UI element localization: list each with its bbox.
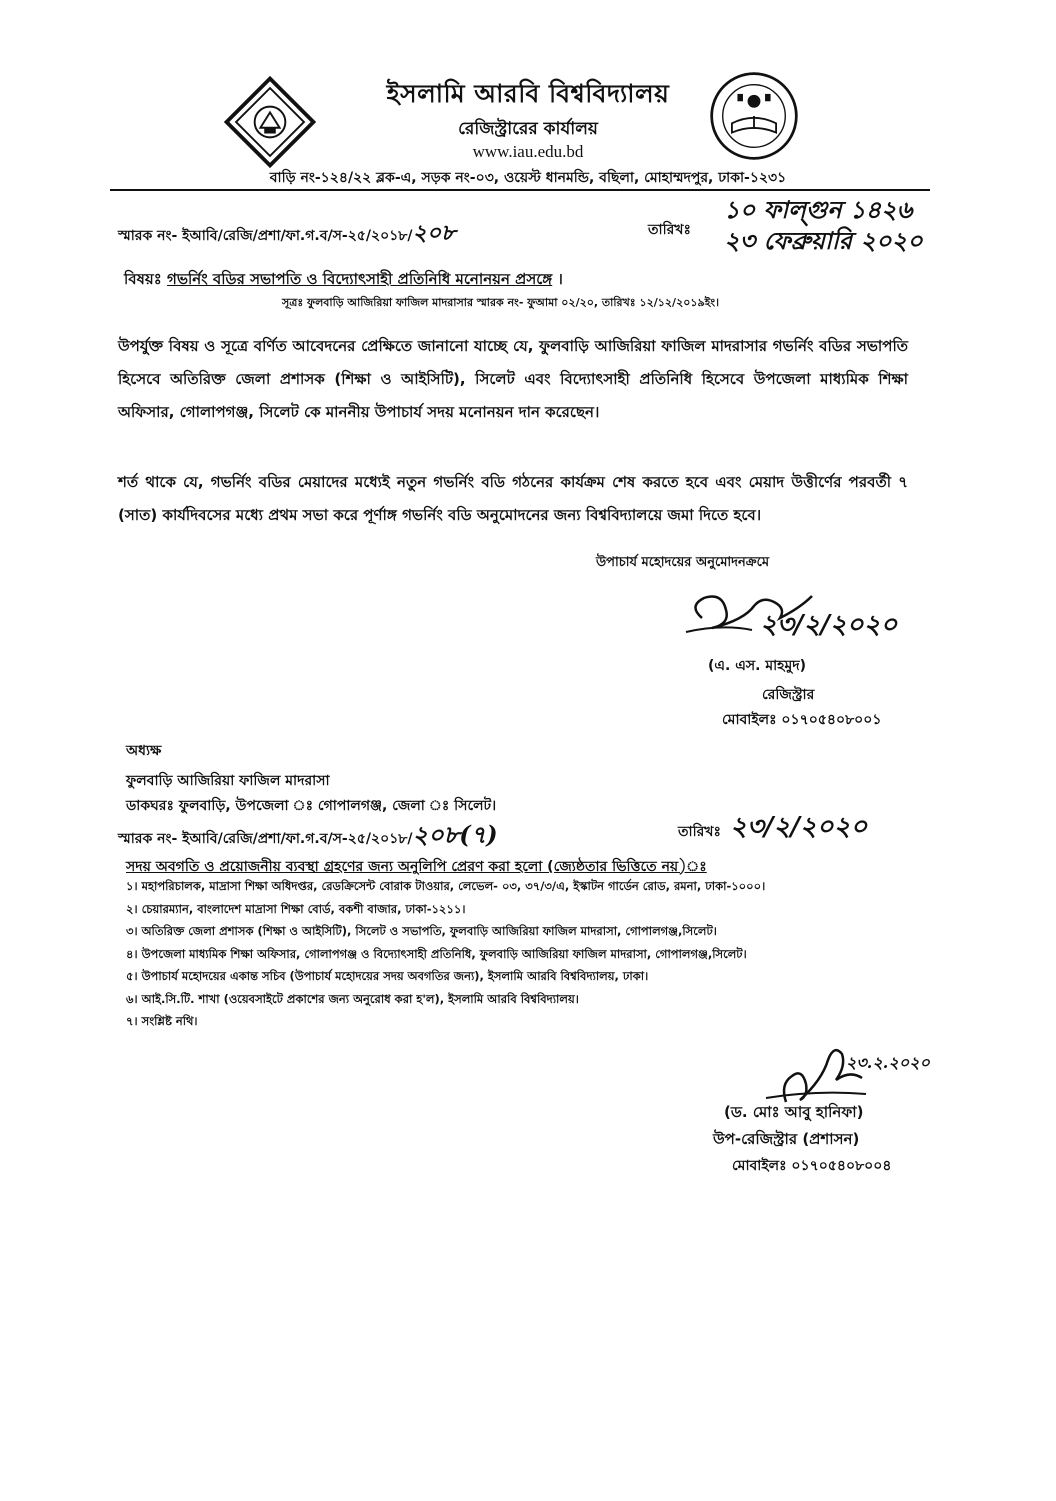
date-label: তারিখঃ (648, 222, 691, 238)
approval-note: উপাচার্য মহোদয়ের অনুমোদনক্রমে (596, 555, 770, 570)
registrar-designation: রেজিস্ট্রার (762, 687, 815, 703)
header-divider (110, 189, 930, 191)
memo2-number-handwritten: ২০৮(৭) (412, 820, 498, 849)
deputy-registrar-designation: উপ-রেজিস্ট্রার (প্রশাসন) (713, 1130, 860, 1148)
deputy-registrar-signature-date: ২৩.২.২০২০ (846, 1053, 930, 1072)
copy-item: ১। মহাপরিচালক, মাদ্রাসা শিক্ষা অধিদপ্তর, রেডক্রিসেন্ট বোরাক টাওয়ার, লেভেল- ০৩, ৩৭/৩/এ, ইস্কাটন গার্ডেন রোড, রমনা, ঢাকা-১০০০। (126, 879, 766, 893)
copy-item: ৬। আই.সি.টি. শাখা (ওয়েবসাইটে প্রকাশের জন্য অনুরোধ করা হ'ল), ইসলামি আরবি বিশ্ববিদ্যালয়। (126, 991, 579, 1006)
recipient-title: অধ্যক্ষ (126, 743, 162, 759)
recipient-address: ডাকঘরঃ ফুলবাড়ি, উপজেলা ঃ গোপালগঞ্জ, জেলা ঃ সিলেট। (126, 798, 497, 814)
university-name: ইসলামি আরবি বিশ্ববিদ্যালয় (386, 79, 670, 108)
recipient-institution: ফুলবাড়ি আজিরিয়া ফাজিল মাদরাসা (126, 773, 330, 789)
memo-number (118, 216, 455, 253)
subject-line (124, 268, 563, 293)
subject-text: গভর্নিং বডির সভাপতি ও বিদ্যোৎসাহী প্রতিনিধি মনোনয়ন প্রসঙ্গে (166, 270, 553, 288)
copy-item: ৩। অতিরিক্ত জেলা প্রশাসক (শিক্ষা ও আইসিটি), সিলেট ও সভাপতি, ফুলবাড়ি আজিরিয়া ফাজিল মাদরাসা, গোপালগঞ্জ,সিলেট। (126, 924, 717, 938)
subject-end: । (557, 270, 563, 288)
website-link[interactable]: www.iau.edu.bd (472, 142, 584, 161)
office-name: রেজিস্ট্রারের কার্যালয় (458, 119, 598, 139)
deputy-registrar-mobile: মোবাইলঃ ০১৭০৫৪০৮০০৪ (732, 1158, 892, 1174)
subject-label: বিষয়ঃ (124, 270, 162, 288)
memo2-label: স্মারক নং- ইআবি/রেজি/প্রশা/ফা.গ.ব/স-২৫/২০১৮/ (118, 831, 413, 847)
copies-heading: সদয় অবগতি ও প্রয়োজনীয় ব্যবস্থা গ্রহণের জন্য অনুলিপি প্রেরণ করা হলো (জ্যেষ্ঠতার ভিত্তিতে নয়)ঃ (126, 859, 707, 875)
body-paragraph-2: শর্ত থাকে যে, গভর্নিং বডির মেয়াদের মধ্যেই নতুন গভর্নিং বডি গঠনের কার্যক্রম শেষ করতে হবে এবং মেয়াদ উত্তীর্ণের পরবর্তী ৭ (সাত) কার্যদিবসের মধ্যে প্রথম সভা করে পূর্ণাঙ্গ গভর্নিং বডি অনুমোদনের জন্য বিশ্ববিদ্যালয়ে জমা দিতে হবে। (118, 473, 908, 524)
copy-item: ৫। উপাচার্য মহোদয়ের একান্ত সচিব (উপাচার্য মহোদয়ের সদয় অবগতির জন্য), ইসলামি আরবি বিশ্ববিদ্যালয়, ঢাকা। (126, 969, 649, 983)
date-english-handwritten: ২৩ ফেব্রুয়ারি ২০২০ (724, 226, 923, 255)
date-bangla-handwritten: ১০ ফাল্গুন ১৪২৬ (724, 195, 913, 224)
body-paragraph-1: উপর্যুক্ত বিষয় ও সূত্রে বর্ণিত আবেদনের প্রেক্ষিতে জানানো যাচ্ছে যে, ফুলবাড়ি আজিরিয়া ফাজিল মাদরাসার গভর্নিং বডির সভাপতি হিসেবে অতিরিক্ত জেলা প্রশাসক (শিক্ষা ও আইসিটি), সিলেট এবং বিদ্যোৎসাহী প্রতিনিধি হিসেবে উপজেলা মাধ্যমিক শিক্ষা অফিসার, গোলাপগঞ্জ, সিলেট কে মাননীয় উপাচার্য সদয় মনোনয়ন দান করেছেন। (118, 337, 908, 421)
memo-number-copy (118, 817, 498, 857)
copy-item: ৭। সংশ্লিষ্ট নথি। (126, 1014, 198, 1028)
source-reference: সূত্রঃ ফুলবাড়ি আজিরিয়া ফাজিল মাদরাসার স্মারক নং- ফুআমা ০২/২০, তারিখঃ ১২/১২/২০১৯ইং। (282, 296, 720, 309)
copy-item: ২। চেয়ারম্যান, বাংলাদেশ মাদ্রাসা শিক্ষা বোর্ড, বকশী বাজার, ঢাকা-১২১১। (126, 901, 466, 916)
deputy-registrar-name: (ড. মোঃ আবু হানিফা) (724, 1103, 864, 1121)
copies-list (126, 878, 765, 1036)
copy-item: ৪। উপজেলা মাধ্যমিক শিক্ষা অফিসার, গোলাপগঞ্জ ও বিদ্যোৎসাহী প্রতিনিধি, ফুলবাড়ি আজিরিয়া ফাজিল মাদরাসা, গোপালগঞ্জ,সিলেট। (126, 946, 747, 961)
memo-label: স্মারক নং- ইআবি/রেজি/প্রশা/ফা.গ.ব/স-২৫/২০১৮/ (118, 228, 413, 244)
registrar-mobile: মোবাইলঃ ০১৭০৫৪০৮০০১ (722, 712, 882, 728)
office-address: বাড়ি নং-১২৪/২২ ব্লক-এ, সড়ক নং-০৩, ওয়েস্ট ধানমন্ডি, বছিলা, মোহাম্মদপুর, ঢাকা-১২৩১ (269, 170, 787, 186)
memo-number-handwritten: ২০৮ (412, 220, 456, 246)
date2-handwritten: ২৩/২/২০২০ (730, 812, 868, 842)
registrar-signature-date: ২৩/২/২০২০ (760, 610, 898, 640)
date2-label: তারিখঃ (678, 824, 721, 840)
registrar-name: (এ. এস. মাহমুদ) (708, 658, 807, 674)
